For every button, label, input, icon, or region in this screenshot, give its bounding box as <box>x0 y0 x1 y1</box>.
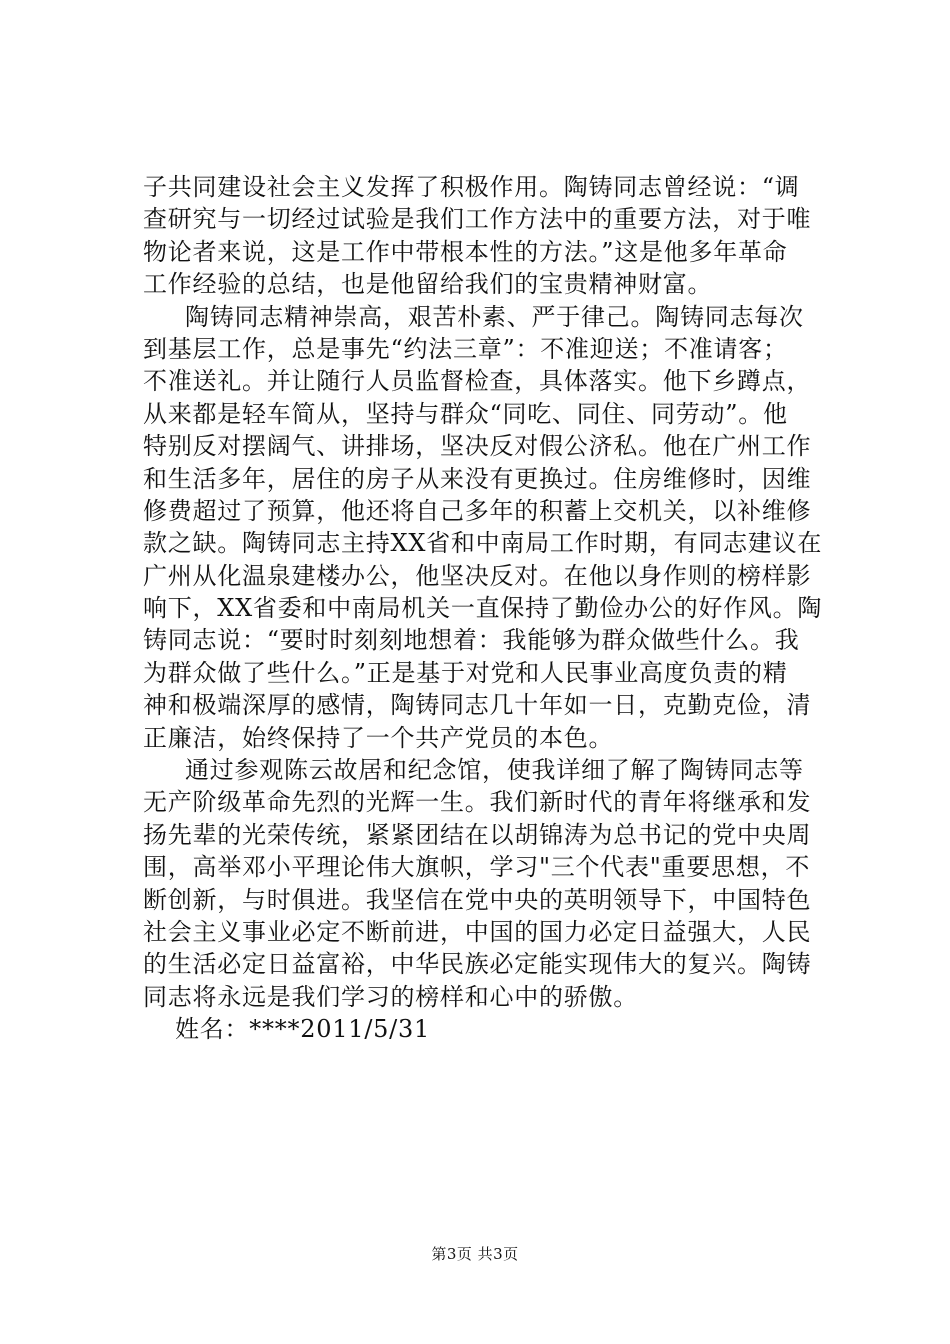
text-line: 围，高举邓小平理论伟大旗帜，学习"三个代表"重要思想，不 <box>143 853 811 882</box>
text-line: 修费超过了预算，他还将自己多年的积蓄上交机关，以补维修 <box>143 496 812 525</box>
text-line: 社会主义事业必定不断前进，中国的国力必定日益强大，人民 <box>143 917 812 946</box>
text-line: 扬先辈的光荣传统，紧紧团结在以胡锦涛为总书记的党中央周 <box>143 820 812 849</box>
text-line: 无产阶级革命先烈的光辉一生。我们新时代的青年将继承和发 <box>143 788 812 817</box>
text-line: 为群众做了些什么。”正是基于对党和人民事业高度负责的精 <box>143 658 788 687</box>
text-line: 查研究与一切经过试验是我们工作方法中的重要方法，对于唯 <box>143 205 812 234</box>
text-line: 响下，XX省委和中南局机关一直保持了勤俭办公的好作风。陶 <box>143 594 823 623</box>
text-line: 不准送礼。并让随行人员监督检查，具体落实。他下乡蹲点， <box>143 367 812 396</box>
text-line: 神和极端深厚的感情，陶铸同志几十年如一日，克勤克俭，清 <box>143 691 812 720</box>
text-line: 从来都是轻车简从，坚持与群众“同吃、同住、同劳动”。他 <box>143 399 788 428</box>
text-line: 铸同志说：“要时时刻刻地想着：我能够为群众做些什么。我 <box>143 626 800 655</box>
document-body <box>143 171 833 1046</box>
text-line: 特别反对摆阔气、讲排场，坚决反对假公济私。他在广州工作 <box>143 432 812 461</box>
signature-line: 姓名：****2011/5/31 <box>175 1015 431 1044</box>
text-line: 工作经验的总结，也是他留给我们的宝贵精神财富。 <box>143 270 713 299</box>
text-line: 断创新，与时俱进。我坚信在党中央的英明领导下，中国特色 <box>143 885 812 914</box>
page-footer: 第3页 共3页 <box>431 1245 519 1263</box>
text-line: 款之缺。陶铸同志主持XX省和中南局工作时期，有同志建议在 <box>143 529 823 558</box>
text-line: 和生活多年，居住的房子从来没有更换过。住房维修时，因维 <box>143 464 812 493</box>
text-line: 子共同建设社会主义发挥了积极作用。陶铸同志曾经说：“调 <box>143 173 800 201</box>
text-line: 正廉洁，始终保持了一个共产党员的本色。 <box>143 723 614 752</box>
text-line: 广州从化温泉建楼办公，他坚决反对。在他以身作则的榜样影 <box>143 561 812 590</box>
text-line: 到基层工作，总是事先“约法三章”：不准迎送；不准请客； <box>143 334 788 363</box>
text-line: 的生活必定日益富裕，中华民族必定能实现伟大的复兴。陶铸 <box>143 950 812 979</box>
paragraph-first-line: 通过参观陈云故居和纪念馆，使我详细了解了陶铸同志等 <box>185 756 804 785</box>
text-line: 物论者来说，这是工作中带根本性的方法。”这是他多年革命 <box>143 237 788 266</box>
text-line: 同志将永远是我们学习的榜样和心中的骄傲。 <box>143 982 638 1011</box>
paragraph-first-line: 陶铸同志精神崇高，艰苦朴素、严于律己。陶铸同志每次 <box>185 302 804 331</box>
